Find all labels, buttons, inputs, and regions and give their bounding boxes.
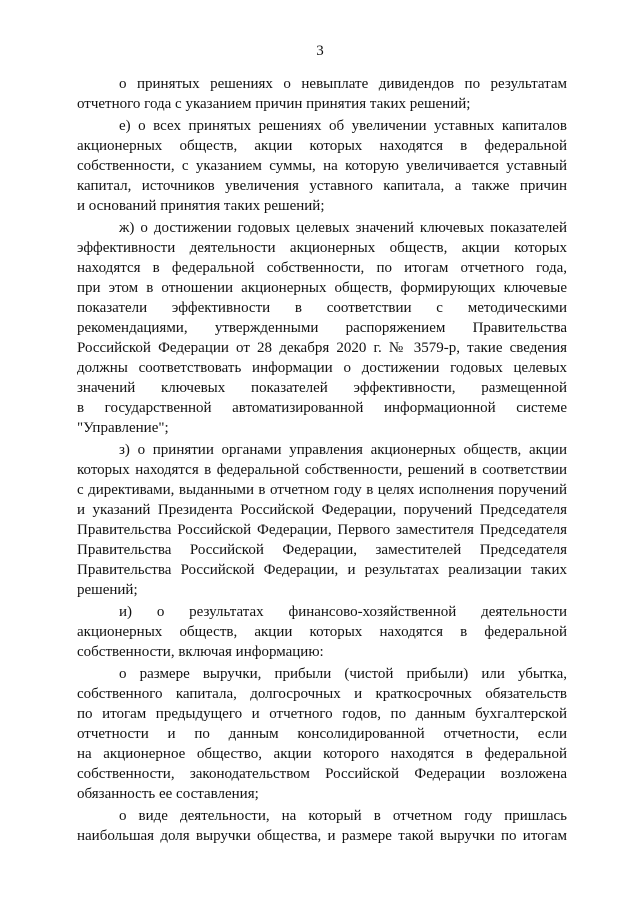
text-line: показатели эффективности в соответствии с методическими [77,300,567,316]
page-number: 3 [316,43,324,59]
text-line: ж) о достижении годовых целевых значений ключевых показателей [119,220,567,236]
text-line: и оснований принятия таких решений; [77,198,325,214]
text-line: отчетного года с указанием причин принятия таких решений; [77,96,471,112]
text-line: с директивами, выданными в отчетном году в целях исполнения поручений [77,482,567,498]
text-line: акционерных обществ, акции которых находятся в федеральной [77,138,567,154]
text-line: собственности, включая информацию: [77,644,324,660]
paragraph [77,218,567,438]
paragraph [77,74,567,114]
text-line: собственности, с указанием суммы, на которую увеличивается уставный [77,158,567,174]
text-line: и указаний Президента Российской Федерации, поручений Председателя [77,502,567,518]
text-line: о размере выручки, прибыли (чистой прибыли) или убытка, [119,666,567,682]
paragraph [77,806,567,846]
text-line: Российской Федерации от 28 декабря 2020 г. № 3579-р, такие сведения [77,340,567,356]
text-line: е) о всех принятых решениях об увеличении уставных капиталов [119,118,567,134]
text-line: Правительства Российской Федерации, Первого заместителя Председателя [77,522,567,538]
text-line: должны соответствовать информации о достижении годовых целевых [77,360,567,376]
text-line: наибольшая доля выручки общества, и размере такой выручки по итогам [77,828,567,844]
text-line: собственности, законодательством Российской Федерации возложена [77,766,567,782]
paragraph [77,116,567,216]
text-line: находятся в федеральной собственности, по итогам отчетного года, [77,260,567,276]
text-line: обязанность ее составления; [77,786,259,802]
paragraph [77,602,567,662]
text-line: на акционерное общество, акции которого находятся в федеральной [77,746,567,762]
text-line: при этом в отношении акционерных обществ, формирующих ключевые [77,280,567,296]
text-line: эффективности деятельности акционерных обществ, акции которых [77,240,567,256]
text-line: значений ключевых показателей эффективности, размещенной [77,380,567,396]
text-line: акционерных обществ, акции которых находятся в федеральной [77,624,567,640]
text-line: Правительства Российской Федерации, заместителей Председателя [77,542,567,558]
text-line: решений; [77,582,138,598]
paragraph [77,664,567,804]
text-line: з) о принятии органами управления акционерных обществ, акции [119,442,567,458]
text-line: о принятых решениях о невыплате дивидендов по результатам [119,76,567,92]
text-line: в государственной автоматизированной информационной системе [77,400,567,416]
text-line: капитал, источников увеличения уставного капитала, а также причин [77,178,567,194]
body-text [77,74,567,846]
text-line: "Управление"; [77,420,169,436]
text-line: собственного капитала, долгосрочных и краткосрочных обязательств [77,686,567,702]
text-line: Правительства Российской Федерации, и результатах реализации таких [77,562,567,578]
paragraph [77,440,567,600]
text-line: и) о результатах финансово-хозяйственной деятельности [119,604,567,620]
text-line: которых находятся в федеральной собственности, решений в соответствии [77,462,567,478]
text-line: о виде деятельности, на который в отчетном году пришлась [119,808,567,824]
text-line: по итогам предыдущего и отчетного годов, по данным бухгалтерской [77,706,567,722]
text-line: рекомендациями, утвержденными распоряжением Правительства [77,320,567,336]
text-line: отчетности и по данным консолидированной отчетности, если [77,726,567,742]
